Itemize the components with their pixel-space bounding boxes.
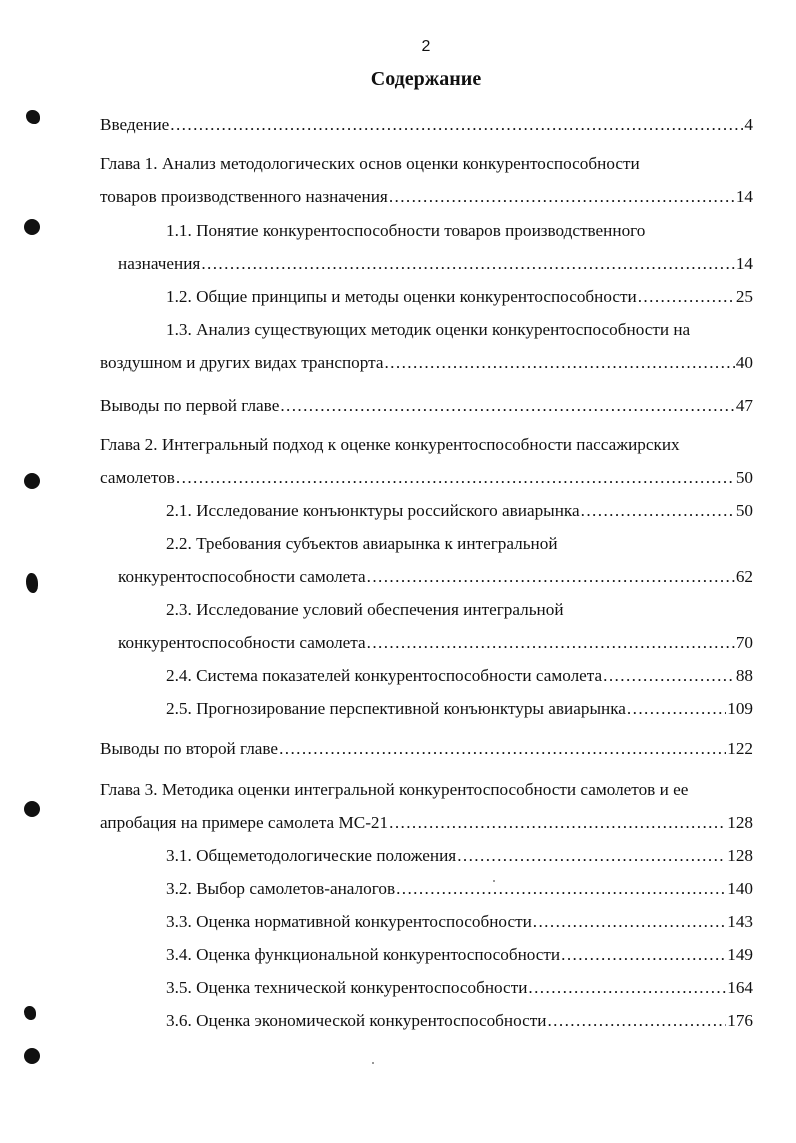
dot-leader [367,565,735,589]
dot-leader [176,466,735,490]
toc-chapter-1[interactable] [100,185,753,209]
dot-leader [528,976,726,1000]
toc-page-number: 109 [727,699,753,718]
binding-hole [24,219,40,235]
toc-entry-text: 3.1. Общеметодологические положения [166,846,457,865]
toc-page-number: 164 [727,978,753,997]
dot-leader [533,910,726,934]
page-title: Содержание [370,68,482,90]
toc-section-2-3[interactable] [118,631,753,655]
toc-section-2-3-line1[interactable]: 2.3. Исследование условий обеспечения интегральной [166,600,564,619]
toc-section-2-1[interactable] [166,499,753,523]
toc-entry-introduction[interactable] [100,113,753,137]
toc-section-3-3[interactable] [166,910,753,934]
dot-leader [367,631,735,655]
toc-entry-text: 3.3. Оценка нормативной конкурентоспособности [166,912,532,931]
binding-hole-mark [26,110,40,124]
toc-entry-text: 2.1. Исследование конъюнктуры российского авиарынка [166,501,580,520]
dot-leader [389,185,735,209]
toc-chapter-2[interactable] [100,466,753,490]
toc-page-number: 62 [735,567,753,586]
dot-leader [627,697,726,721]
dot-leader [547,1009,726,1033]
toc-page-number: 128 [727,846,753,865]
toc-page-number: 128 [727,813,753,832]
toc-entry-text: назначения [118,254,201,273]
toc-section-1-3[interactable] [100,351,753,375]
toc-entry-text: 1.2. Общие принципы и методы оценки конкурентоспособности [166,287,637,306]
toc-section-1-2[interactable] [166,285,753,309]
toc-section-3-1[interactable] [166,844,753,868]
toc-chapter-3[interactable] [100,811,753,835]
toc-page-number: 40 [735,353,753,372]
dot-leader [603,664,735,688]
dot-leader [638,285,735,309]
dot-leader [170,113,743,137]
dot-leader [384,351,734,375]
toc-section-3-6[interactable] [166,1009,753,1033]
toc-entry-text: Введение [100,115,170,134]
toc-page-number: 70 [735,633,753,652]
toc-conclusions-chapter-1[interactable] [100,394,753,418]
toc-page-number: 122 [727,739,753,758]
toc-page-number: 88 [735,666,753,685]
toc-section-3-2[interactable] [166,877,753,901]
toc-entry-text: Выводы по первой главе [100,396,280,415]
binding-hole-mark [24,1006,36,1020]
toc-conclusions-chapter-2[interactable] [100,737,753,761]
toc-entry-text: товаров производственного назначения [100,187,388,206]
binding-hole [24,801,40,817]
toc-page-number: 47 [735,396,753,415]
toc-page-number: 50 [735,501,753,520]
toc-section-1-1-line1[interactable]: 1.1. Понятие конкурентоспособности товаров производственного [166,221,646,240]
toc-page-number: 50 [735,468,753,487]
toc-section-2-4[interactable] [166,664,753,688]
toc-page-number: 14 [735,254,753,273]
toc-entry-text: 3.2. Выбор самолетов-аналогов [166,879,396,898]
toc-chapter-1-line1[interactable]: Глава 1. Анализ методологических основ оценки конкурентоспособности [100,154,640,173]
toc-entry-text: 3.5. Оценка технической конкурентоспособности [166,978,528,997]
toc-entry-text: воздушном и других видах транспорта [100,353,384,372]
toc-section-1-1[interactable] [118,252,753,276]
toc-page-number: 4 [744,115,753,134]
toc-section-2-2[interactable] [118,565,753,589]
binding-hole-mark [26,573,38,593]
binding-hole [24,473,40,489]
toc-page-number: 149 [727,945,753,964]
dot-leader [581,499,735,523]
toc-section-3-5[interactable] [166,976,753,1000]
toc-page-number: 143 [727,912,753,931]
toc-chapter-3-line1[interactable]: Глава 3. Методика оценки интегральной конкурентоспособности самолетов и ее [100,780,689,799]
toc-entry-text: 2.5. Прогнозирование перспективной конъюнктуры авиарынка [166,699,626,718]
toc-entry-text: 3.6. Оценка экономической конкурентоспособности [166,1011,547,1030]
dot-leader [457,844,726,868]
toc-page-number: 25 [735,287,753,306]
toc-entry-text: конкурентоспособности самолета [118,567,366,586]
toc-entry-text: конкурентоспособности самолета [118,633,366,652]
toc-entry-text: 2.4. Система показателей конкурентоспособности самолета [166,666,603,685]
toc-chapter-2-line1[interactable]: Глава 2. Интегральный подход к оценке конкурентоспособности пассажирских [100,435,680,454]
toc-section-2-5[interactable] [166,697,753,721]
dot-leader [279,737,726,761]
toc-page-number: 14 [735,187,753,206]
toc-entry-text: 3.4. Оценка функциональной конкурентоспособности [166,945,561,964]
toc-section-1-3-line1[interactable]: 1.3. Анализ существующих методик оценки конкурентоспособности на [166,320,691,339]
dot-leader [201,252,734,276]
toc-entry-text: апробация на примере самолета МС-21 [100,813,389,832]
dot-leader [396,877,726,901]
page-number: 2 [421,38,431,55]
toc-section-2-2-line1[interactable]: 2.2. Требования субъектов авиарынка к интегральной [166,534,558,553]
dot-leader [561,943,726,967]
toc-page-number: 140 [727,879,753,898]
scan-speck [372,1062,374,1064]
dot-leader [389,811,726,835]
binding-hole [24,1048,40,1064]
toc-page-number: 176 [727,1011,753,1030]
dot-leader [280,394,734,418]
toc-entry-text: самолетов [100,468,175,487]
toc-section-3-4[interactable] [166,943,753,967]
toc-entry-text: Выводы по второй главе [100,739,279,758]
